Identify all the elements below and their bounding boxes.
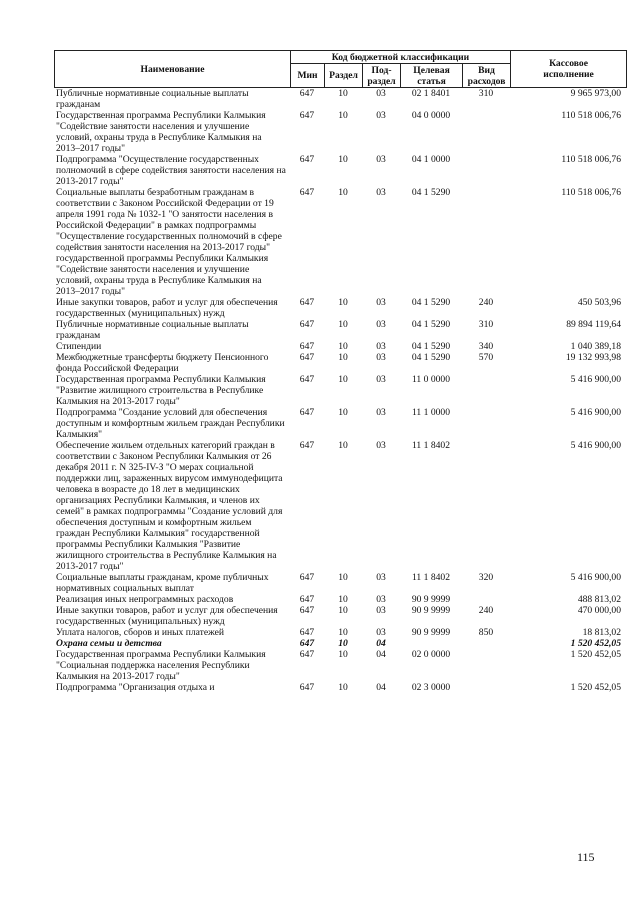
- page-number: 115: [577, 850, 595, 864]
- table-row: [54, 110, 626, 154]
- row-razdel: 10: [338, 187, 348, 198]
- row-min: 647: [299, 319, 315, 330]
- row-amount: 5 416 900,00: [570, 374, 621, 385]
- row-razdel: 10: [338, 649, 348, 660]
- row-statya: 90 9 9999: [411, 594, 451, 605]
- row-podrazdel: 03: [376, 374, 386, 385]
- table-body: [54, 88, 626, 693]
- row-vid: 850: [478, 627, 494, 638]
- row-name: Уплата налогов, сборов и иных платежей: [56, 627, 225, 638]
- table-row: [54, 594, 626, 605]
- row-amount: 450 503,96: [577, 297, 621, 308]
- header-amount: Кассовое исполнение: [511, 51, 627, 88]
- row-amount: 1 520 452,05: [570, 638, 621, 649]
- row-vid: 340: [478, 341, 494, 352]
- row-min: 647: [299, 154, 315, 165]
- row-vid: [462, 638, 510, 649]
- row-razdel: 10: [338, 407, 348, 418]
- row-name: Подпрограмма "Создание условий для обеспечения доступным и комфортным жильем граждан Республики Калмыкия": [56, 407, 285, 440]
- row-podrazdel: 03: [376, 572, 386, 583]
- row-statya: 02 3 0000: [411, 682, 451, 693]
- row-vid: 310: [478, 88, 494, 99]
- row-statya: 11 0 0000: [411, 374, 451, 385]
- row-podrazdel: 03: [376, 341, 386, 352]
- header-min: Мин: [291, 64, 325, 88]
- header-razdel: Раздел: [325, 64, 363, 88]
- row-name: Государственная программа Республики Калмыкия "Социальная поддержка населения Республики Калмыкия на 2013-2017 годы": [56, 649, 266, 682]
- row-vid: [462, 110, 510, 154]
- row-podrazdel: 03: [376, 440, 386, 451]
- row-podrazdel: 03: [376, 594, 386, 605]
- row-podrazdel: 03: [376, 627, 386, 638]
- row-razdel: 10: [338, 627, 348, 638]
- row-min: 647: [299, 187, 315, 198]
- row-razdel: 10: [338, 440, 348, 451]
- row-min: 647: [299, 440, 315, 451]
- row-statya: 11 1 8402: [411, 440, 451, 451]
- table-row: [54, 572, 626, 594]
- row-statya: [400, 638, 462, 649]
- row-min: 647: [299, 374, 315, 385]
- row-name: Социальные выплаты безработным гражданам в соответствии с Законом Российской Федерации от 19 апреля 1991 года № 1032-1 "О занятости населения в Российской Федерации" в рамках подпрограммы "Осуществление государственных полномочий в сфере содействия занятости населения на 2013-2017 годы" государственной программы Республики Калмыкия "Содействие занятости населения и улучшение условий, охраны труда в Республике Калмыкия на 2013–2017 годы": [56, 187, 282, 297]
- row-razdel: 10: [338, 352, 348, 363]
- row-statya: 04 1 5290: [411, 341, 451, 352]
- row-name: Социальные выплаты гражданам, кроме публичных нормативных социальных выплат: [56, 572, 269, 594]
- row-amount: 9 965 973,00: [570, 88, 621, 99]
- row-name: Иные закупки товаров, работ и услуг для обеспечения государственных (муниципальных) нужд: [56, 605, 278, 627]
- row-name: Государственная программа Республики Калмыкия "Развитие жилищного строительства в Республике Калмыкия на 2013-2017 годы": [56, 374, 266, 407]
- row-podrazdel: 04: [376, 649, 386, 660]
- row-name: Стипендии: [56, 341, 102, 352]
- row-amount: 5 416 900,00: [570, 407, 621, 418]
- row-razdel: 10: [338, 341, 348, 352]
- row-min: 647: [299, 682, 315, 693]
- row-name: Государственная программа Республики Калмыкия "Содействие занятости населения и улучшение условий, охраны труда в Республике Калмыкия на 2013–2017 годы": [56, 110, 266, 154]
- row-vid: [462, 440, 510, 572]
- budget-table: [54, 50, 626, 693]
- table-row: [54, 627, 626, 638]
- row-min: 647: [299, 638, 315, 649]
- row-min: 647: [299, 627, 315, 638]
- row-podrazdel: 03: [376, 110, 386, 121]
- row-amount: 5 416 900,00: [570, 572, 621, 583]
- row-min: 647: [299, 297, 315, 308]
- row-podrazdel: 03: [376, 154, 386, 165]
- row-razdel: 10: [338, 374, 348, 385]
- row-statya: 90 9 9999: [411, 627, 451, 638]
- row-vid: [462, 682, 510, 693]
- row-podrazdel: 03: [376, 407, 386, 418]
- row-statya: 04 1 0000: [411, 154, 451, 165]
- row-name: Публичные нормативные социальные выплаты гражданам: [56, 88, 249, 110]
- row-amount: 5 416 900,00: [570, 440, 621, 451]
- row-statya: 04 1 5290: [411, 319, 451, 330]
- header-vid: Вид расходов: [463, 64, 511, 88]
- row-min: 647: [299, 341, 315, 352]
- table-row: [54, 605, 626, 627]
- table-row: [54, 341, 626, 352]
- row-podrazdel: 03: [376, 88, 386, 99]
- row-min: 647: [299, 572, 315, 583]
- row-min: 647: [299, 110, 315, 121]
- row-amount: 19 132 993,98: [565, 352, 621, 363]
- row-min: 647: [299, 407, 315, 418]
- row-min: 647: [299, 594, 315, 605]
- row-vid: [462, 594, 510, 605]
- row-name: Реализация иных непрограммных расходов: [56, 594, 234, 605]
- row-statya: 04 1 5290: [411, 297, 451, 308]
- row-podrazdel: 03: [376, 605, 386, 616]
- row-statya: 90 9 9999: [411, 605, 451, 616]
- row-vid: 240: [478, 297, 494, 308]
- row-statya: 04 1 5290: [411, 187, 451, 198]
- row-amount: 110 518 006,76: [561, 154, 621, 165]
- row-vid: [462, 374, 510, 407]
- header-podrazdel: Под- раздел: [363, 64, 401, 88]
- row-razdel: 10: [338, 605, 348, 616]
- table-row: [54, 187, 626, 297]
- row-amount: 1 520 452,05: [570, 649, 621, 660]
- table-row: [54, 154, 626, 187]
- row-min: 647: [299, 649, 315, 660]
- row-name: Подпрограмма "Осуществление государственных полномочий в сфере содействия занятости населения на 2013-2017 годы": [56, 154, 286, 187]
- row-vid: [462, 649, 510, 682]
- row-vid: 320: [478, 572, 494, 583]
- row-vid: 570: [478, 352, 494, 363]
- row-amount: 470 000,00: [577, 605, 621, 616]
- row-amount: 110 518 006,76: [561, 187, 621, 198]
- row-vid: [462, 407, 510, 440]
- row-name: Межбюджетные трансферты бюджету Пенсионного фонда Российской Федерации: [56, 352, 269, 374]
- row-podrazdel: 03: [376, 352, 386, 363]
- header-budget-code: Код бюджетной классификации: [291, 51, 511, 64]
- row-name: Подпрограмма "Организация отдыха и: [56, 682, 215, 693]
- table-header: [54, 50, 627, 88]
- table-row: [54, 638, 626, 649]
- row-amount: 1 040 389,18: [570, 341, 621, 352]
- row-amount: 89 894 119,64: [566, 319, 621, 330]
- row-podrazdel: 03: [376, 319, 386, 330]
- row-statya: 11 1 8402: [411, 572, 451, 583]
- row-podrazdel: 04: [376, 638, 386, 649]
- row-amount: 488 813,02: [577, 594, 621, 605]
- row-name: Охрана семьи и детства: [56, 638, 162, 649]
- row-razdel: 10: [338, 594, 348, 605]
- row-vid: [462, 154, 510, 187]
- row-statya: 11 1 0000: [411, 407, 451, 418]
- header-statya: Целевая статья: [401, 64, 463, 88]
- table-row: [54, 297, 626, 319]
- row-min: 647: [299, 605, 315, 616]
- table-row: [54, 649, 626, 682]
- row-razdel: 10: [338, 682, 348, 693]
- row-statya: 04 1 5290: [411, 352, 451, 363]
- table-row: [54, 374, 626, 407]
- row-razdel: 10: [338, 110, 348, 121]
- row-statya: 02 1 8401: [411, 88, 451, 99]
- row-podrazdel: 03: [376, 297, 386, 308]
- table-row: [54, 88, 626, 110]
- row-amount: 18 813,02: [582, 627, 621, 638]
- row-vid: 310: [478, 319, 494, 330]
- row-statya: 04 0 0000: [411, 110, 451, 121]
- header-name: Наименование: [55, 51, 291, 88]
- row-name: Иные закупки товаров, работ и услуг для обеспечения государственных (муниципальных) нужд: [56, 297, 278, 319]
- row-razdel: 10: [338, 154, 348, 165]
- table-row: [54, 682, 626, 693]
- row-min: 647: [299, 352, 315, 363]
- table-row: [54, 319, 626, 341]
- row-name: Обеспечение жильем отдельных категорий граждан в соответствии с Законом Республики Калмыкия от 26 декабря 2011 г. N 325-IV-З "О мерах социальной поддержки лиц, зараженных вирусом иммунодефицита человека в возрасте до 18 лет в медицинских организациях Республики Калмыкия, и членов их семей" в рамках подпрограммы "Создание условий для обеспечения доступным и комфортным жильем граждан Республики Калмыкия" государственной программы Республики Калмыкия "Развитие жилищного строительства в Республике Калмыкия на 2013-2017 годы": [56, 440, 283, 572]
- row-razdel: 10: [338, 638, 348, 649]
- row-podrazdel: 03: [376, 187, 386, 198]
- row-vid: 240: [478, 605, 494, 616]
- table-row: [54, 352, 626, 374]
- table-row: [54, 440, 626, 572]
- row-min: 647: [299, 88, 315, 99]
- row-podrazdel: 04: [376, 682, 386, 693]
- table-row: [54, 407, 626, 440]
- row-amount: 110 518 006,76: [561, 110, 621, 121]
- row-amount: 1 520 452,05: [570, 682, 621, 693]
- row-razdel: 10: [338, 88, 348, 99]
- row-razdel: 10: [338, 297, 348, 308]
- row-statya: 02 0 0000: [411, 649, 451, 660]
- row-vid: [462, 187, 510, 297]
- row-razdel: 10: [338, 319, 348, 330]
- row-name: Публичные нормативные социальные выплаты гражданам: [56, 319, 249, 341]
- row-razdel: 10: [338, 572, 348, 583]
